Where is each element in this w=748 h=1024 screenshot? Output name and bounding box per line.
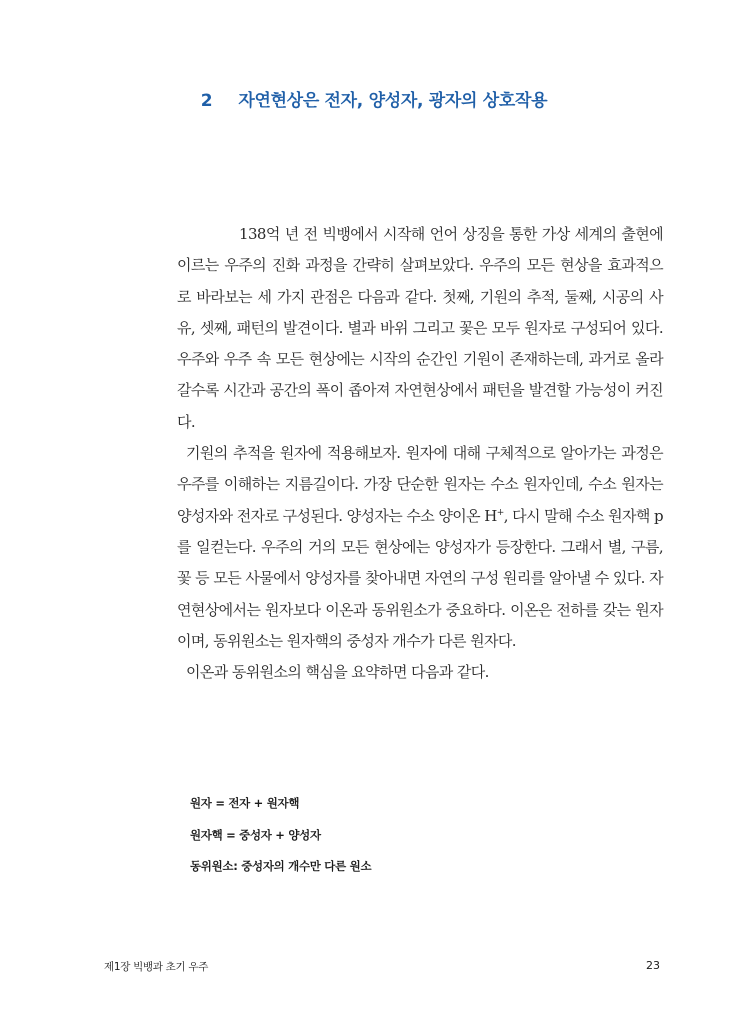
summary-item: 동위원소: 중성자의 개수만 다른 원소 — [190, 859, 372, 873]
paragraph-2 — [177, 438, 663, 657]
hydrogen-ion-symbol: H — [484, 506, 497, 525]
paragraph-2-text: 기원의 추적을 원자에 적용해보자. 원자에 대해 구체적으로 알아가는 과정은 우주를 이해하는 지름길이다. 가장 단순한 원자는 수소 원자인데, 수소 원자는 양성자와 전자로 구성된다. 양성자는 수소 양이온 — [177, 444, 663, 525]
section-heading — [0, 86, 748, 111]
body-text — [177, 219, 663, 688]
footer-chapter: 제1장 빅뱅과 초기 우주 — [104, 961, 209, 973]
summary-list — [190, 795, 371, 890]
section-title: 자연현상은 전자, 양성자, 광자의 상호작용 — [238, 91, 548, 111]
section-number: 2 — [200, 91, 213, 111]
paragraph-2-rest: , 다시 말해 수소 원자핵 p를 일컫는다. 우주의 거의 모든 현상에는 양성자가 등장한다. 그래서 별, 구름, 꽃 등 모든 사물에서 양성자를 찾아내면 자연의 구성 원리를 알아낼 수 있다. 자연현상에서는 원자보다 이온과 동위원소가 중요하다. 이온은 전하를 갖는 원자이며, 동위원소는 원자핵의 중성자 개수가 다른 원자다. — [177, 506, 663, 650]
paragraph-3: 이온과 동위원소의 핵심을 요약하면 다음과 같다. — [186, 663, 489, 682]
paragraph-1: 138억 년 전 빅뱅에서 시작해 언어 상징을 통한 가상 세계의 출현에 이르는 우주의 진화 과정을 간략히 살펴보았다. 우주의 모든 현상을 효과적으로 바라보는 세 가지 관점은 다음과 같다. 첫째, 기원의 추적, 둘째, 시공의 사유, 셋째, 패턴의 발견이다. 별과 바위 그리고 꽃은 모두 원자로 구성되어 있다. 우주와 우주 속 모든 현상에는 시작의 순간인 기원이 존재하는데, 과거로 올라갈수록 시간과 공간의 폭이 좁아져 자연현상에서 패턴을 발견할 가능성이 커진다. — [177, 225, 663, 431]
page-number: 23 — [646, 959, 660, 972]
ion-charge-superscript: + — [496, 507, 504, 518]
summary-item: 원자 = 전자 + 원자핵 — [190, 796, 300, 810]
summary-item: 원자핵 = 중성자 + 양성자 — [190, 827, 321, 842]
